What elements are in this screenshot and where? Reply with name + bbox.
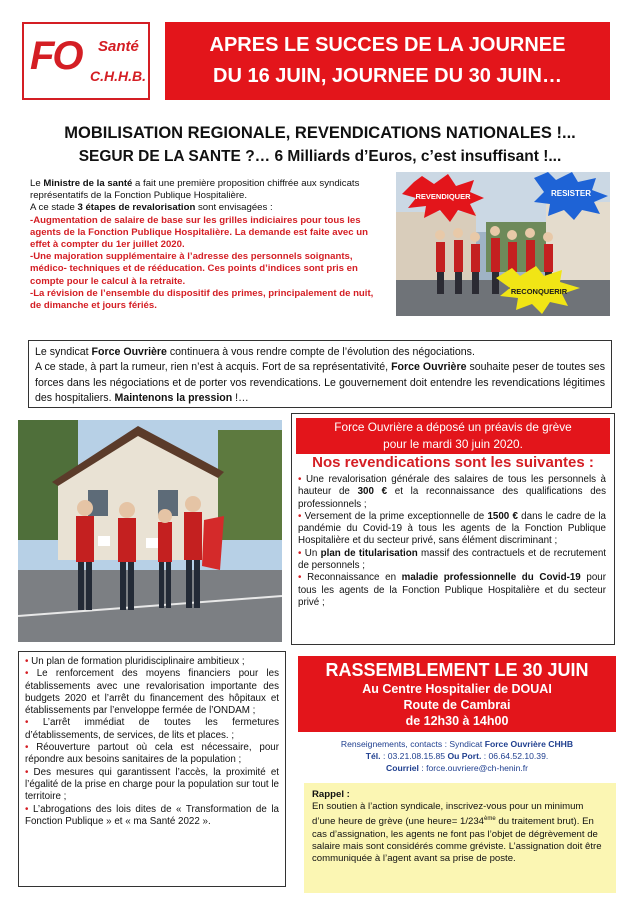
- protest-photo-2: [18, 420, 282, 642]
- rally-box: [298, 656, 616, 732]
- rally-time: de 12h30 à 14h00: [405, 714, 509, 728]
- headline-mobilisation: MOBILISATION REGIONALE, REVENDICATIONS NATIONALES !...: [64, 124, 576, 142]
- rally-location: Au Centre Hospitalier de DOUAI: [362, 682, 552, 696]
- logo-fo: FO: [30, 34, 82, 78]
- contact-email: Courriel : force.ouvriere@ch-henin.fr: [386, 763, 528, 773]
- rally-title: RASSEMBLEMENT LE 30 JUIN: [325, 660, 589, 680]
- protest-photo-stars: [396, 172, 610, 316]
- claim2-item-3: • L’arrêt immédiat de toutes les fermetures d’établissements, de services, de lits et places. ;: [25, 717, 279, 741]
- contact-line-1: Renseignements, contacts : Syndicat Force Ouvrière CHHB: [340, 739, 574, 749]
- intro-paragraph-2: A ce stade 3 étapes de revalorisation sont envisagées :: [30, 202, 273, 214]
- claim2-item-5: • Des mesures qui garantissent l’accès, la proximité et l’égalité de la prise en charge pour la population sur tout le territoire ;: [25, 766, 279, 803]
- claim2-item-1: • Un plan de formation pluridisciplinaire ambitieux ;: [25, 656, 245, 667]
- claim2-item-2: • Le renforcement des moyens financiers pour les établissements avec une revalorisation importante des budgets 2020 et l’arrêt du financement des hôpitaux et établissements par l’enveloppe fermée de l’ONDAM ;: [25, 668, 279, 717]
- preavis-box: [296, 418, 610, 454]
- claim2-item-4: • Réouverture partout où cela est nécessaire, pour répondre aux besoins sanitaires de la population ;: [25, 742, 279, 766]
- intro-item-1: -Augmentation de salaire de base sur les grilles indiciaires pour tous les agents de la Fonction Publique Hospitalière. La demande est faite avec un effet à compter du 1er juillet 2020.: [30, 214, 368, 251]
- claims-list: [298, 474, 606, 609]
- intro-paragraph-1: Le Ministre de la santé a fait une première proposition chiffrée aux syndicats représentatifs de la Fonction Publique Hospitalière.: [30, 178, 360, 202]
- rappel-title: Rappel :: [312, 789, 350, 800]
- claim-item-3: • Un plan de titularisation massif des contractuels et de recrutement de personnels ;: [298, 547, 607, 572]
- rappel-box: [304, 783, 616, 893]
- negotiation-line-1: Le syndicat Force Ouvrière continuera à vous rendre compte de l’évolution des négociations.: [35, 346, 475, 358]
- star-resister: RESISTER: [550, 189, 592, 198]
- rally-road: Route de Cambrai: [403, 698, 511, 712]
- star-reconquerir: RECONQUERIR: [510, 287, 568, 296]
- claims-panel: [291, 413, 615, 645]
- intro-item-3: -La révision de l’ensemble du dispositif des primes, principalement de nuit, de dimanche et jours fériés.: [30, 287, 374, 312]
- claims-title: Nos revendications sont les suivantes :: [312, 454, 594, 471]
- claim-item-2: • Versement de la prime exceptionnelle de 1500 € dans le cadre de la pandémie du Covid-19 à tous les agents de la Fonction Publique Hospitalière et du secteur privé, sans élément discriminant ;: [298, 510, 606, 547]
- contact-phone: Tél. : 03.21.08.15.85 Ou Port. : 06.64.52.10.39.: [365, 751, 549, 761]
- claim-item-1: • Une revalorisation générale des salaires de tous les personnels à hauteur de 300 € et la reconnaissance des qualifications des professionnels ;: [298, 474, 606, 510]
- star-revendiquer: REVENDIQUER: [415, 192, 471, 201]
- intro-text: [30, 178, 385, 312]
- claim-item-4: • Reconnaissance en maladie professionnelle du Covid-19 pour tous les agents de la Fonction Publique Hospitalière et du secteur privé ;: [298, 572, 606, 608]
- contact-info: [298, 738, 616, 774]
- claims-continued: [18, 651, 286, 887]
- protest-photo-1: [396, 172, 610, 316]
- logo-sante: Santé: [98, 38, 139, 55]
- negotiation-line-2: A ce stade, à part la rumeur, rien n’est à acquis. Fort de sa représentativité, Force Ouvrière souhaite peser de toutes ses forces dans les négociations et de porter vos revendications. Le gouvernement doit entendre les revendications légitimes des hospitaliers. Maintenons la pression !…: [35, 361, 605, 405]
- headline-segur: SEGUR DE LA SANTE ?… 6 Milliards d’Euros, c’est insuffisant !...: [78, 148, 562, 165]
- preavis-line-1: Force Ouvrière a déposé un préavis de grève: [334, 420, 572, 434]
- title-banner: [165, 22, 610, 100]
- claim2-item-6: • L’abrogations des lois dites de « Transformation de la Fonction Publique » et « ma Santé 2022 ».: [25, 803, 279, 827]
- fo-sante-logo: [22, 22, 150, 100]
- logo-chhb: C.H.H.B.: [90, 68, 146, 84]
- negotiation-box: [28, 340, 612, 408]
- banner-line-2: DU 16 JUIN, JOURNEE DU 30 JUIN…: [213, 65, 562, 87]
- rappel-text: En soutien à l’action syndicale, inscrivez-vous pour un minimum d’une heure de grève (une heure= 1/234ème du traitement brut). En cas d’assignation, les agents ne font pas l’objet de dégrèvement de salaire mais sont considérés comme gréviste. L’assignation doit être communiquée à l’agent avant sa prise de poste.: [312, 801, 602, 865]
- preavis-line-2: pour le mardi 30 juin 2020.: [383, 437, 523, 451]
- banner-line-1: APRES LE SUCCES DE LA JOURNEE: [209, 34, 566, 56]
- intro-item-2: -Une majoration supplémentaire à l’adresse des personnels soignants, médico- techniques et de rééducation. Ces points d’indices sont pris en compte pour le calcul à la retraite.: [30, 251, 358, 287]
